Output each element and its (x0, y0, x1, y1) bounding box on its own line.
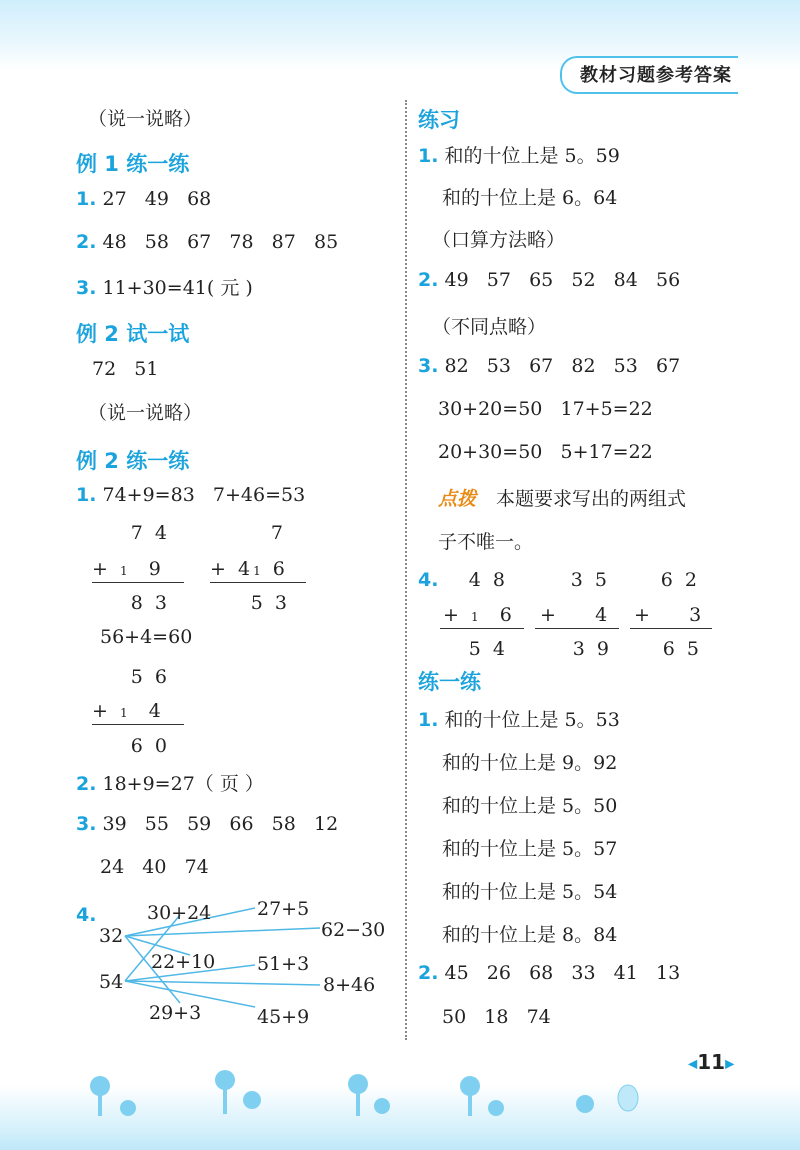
vcalc-result: 8 3 (130, 592, 170, 614)
item-number: 1. (76, 188, 97, 210)
answer-text: 11+30=41( 元 ) (102, 277, 253, 299)
vcalc-top: 6 2 (660, 569, 700, 591)
item-number: 1. (418, 709, 439, 731)
section-heading: 例 2 试一试 (76, 322, 190, 346)
bush-icon (374, 1098, 390, 1114)
answer-2 (76, 231, 338, 253)
answer-text: 45 26 68 33 41 13 (444, 962, 681, 984)
expr-node: 62−30 (321, 919, 386, 941)
section-heading: 例 2 练一练 (76, 449, 190, 473)
tree-trunk (356, 1092, 360, 1116)
plus-sign: + (443, 604, 471, 626)
item-number: 2. (76, 773, 97, 795)
note-text: （说一说略） (88, 108, 203, 130)
node-54: 54 (99, 971, 124, 993)
vcalc-result: 3 9 (572, 638, 612, 660)
vcalc-rule (210, 582, 306, 583)
match-line (125, 981, 320, 985)
vcalc-top: 3 5 (570, 569, 610, 591)
answer-text: 48 58 67 78 87 85 (102, 231, 339, 253)
item-number: 2. (418, 962, 439, 984)
footer-decoration (80, 1068, 700, 1128)
vcalc-result: 6 5 (662, 638, 702, 660)
answer-3 (76, 273, 253, 300)
item-number (76, 904, 96, 926)
answer-text: 72 51 (92, 358, 159, 380)
answer-c3 (418, 355, 680, 377)
answer-d2 (418, 962, 680, 984)
answer-text: 20+30=50 5+17=22 (438, 441, 653, 463)
item-number: 1. (76, 484, 97, 506)
right-arrow-icon: ▶ (725, 1056, 735, 1071)
bush-icon (243, 1091, 261, 1109)
item-number: 2. (76, 231, 97, 253)
plus-sign: + (634, 604, 662, 626)
tree-icon (460, 1076, 480, 1096)
note-text: （口算方法略） (432, 229, 566, 251)
addend-digit: 4 (595, 604, 611, 626)
plus-sign: + 4 (210, 558, 254, 580)
answer-text: 和的十位上是 6。64 (442, 187, 618, 209)
tip-text: 本题要求写出的两组式 (496, 488, 687, 510)
vcalc-addend (540, 604, 620, 626)
answer-text: 18+9=27（ 页 ） (102, 773, 264, 795)
tip-text: 子不唯一。 (438, 531, 534, 553)
vcalc-result: 6 0 (130, 735, 170, 757)
vcalc-top: 7 (270, 522, 286, 544)
vcalc-rule (535, 628, 619, 629)
addend-digit: 6 (499, 604, 515, 626)
answer-text: 49 57 65 52 84 56 (444, 269, 681, 291)
vcalc-rule (92, 582, 184, 583)
answer-d1 (418, 705, 620, 732)
vcalc-addend (443, 604, 523, 626)
vcalc-top: 5 6 (130, 666, 170, 688)
expr-node: 29+3 (149, 1002, 202, 1024)
vcalc-result: 5 4 (468, 638, 508, 660)
carry-digit: 1 (470, 610, 482, 624)
item-number-label: 4. (76, 904, 97, 926)
bear-icon (576, 1095, 594, 1113)
tip-label: 点拨 (438, 488, 477, 510)
expr-node: 22+10 (151, 951, 216, 973)
vcalc-top: 7 4 (130, 522, 170, 544)
tree-icon (90, 1076, 110, 1096)
answer-text: 和的十位上是 5。54 (442, 881, 618, 903)
addend-digit: 4 (148, 700, 164, 722)
matching-diagram (95, 895, 395, 1030)
tree-trunk (223, 1088, 227, 1114)
expr-node: 45+9 (257, 1006, 310, 1028)
answer-c1 (418, 141, 620, 168)
carry-digit: 1 (253, 564, 264, 578)
expr-node: 8+46 (323, 974, 376, 996)
column-divider (405, 100, 407, 1040)
page-number: 11 (697, 1050, 726, 1074)
tree-icon (215, 1070, 235, 1090)
item-number: 1. (418, 145, 439, 167)
addend-digit: 6 (272, 558, 288, 580)
plus-sign: + (92, 558, 120, 580)
answer-text: 56+4=60 (100, 626, 193, 648)
rabbit-icon (618, 1085, 638, 1111)
answer-text: 82 53 67 82 53 67 (444, 355, 681, 377)
answer-text: 和的十位上是 5。59 (444, 145, 620, 167)
item-number: 2. (418, 269, 439, 291)
vcalc-top: 4 8 (468, 569, 508, 591)
vcalc-addend (92, 558, 170, 580)
expr-node: 30+24 (147, 902, 212, 924)
answer-text: 24 40 74 (100, 856, 209, 878)
page-number-badge (688, 1050, 734, 1076)
answer-b2 (76, 769, 264, 796)
item-number: 3. (76, 277, 97, 299)
vcalc-addend (210, 558, 300, 580)
vcalc-addend (92, 700, 170, 722)
carry-digit: 1 (119, 706, 131, 720)
answer-text: 和的十位上是 5。50 (442, 795, 618, 817)
expr-node: 51+3 (257, 953, 310, 975)
answer-b1 (76, 484, 305, 506)
node-32: 32 (99, 925, 124, 947)
answer-c2 (418, 269, 680, 291)
item-number: 3. (418, 355, 439, 377)
answer-text: 39 55 59 66 58 12 (102, 813, 339, 835)
vcalc-rule (440, 628, 524, 629)
addend-digit: 3 (689, 604, 705, 626)
vcalc-rule (92, 724, 184, 725)
answer-text: 和的十位上是 5。57 (442, 838, 618, 860)
answer-text: 50 18 74 (442, 1006, 551, 1028)
tree-trunk (468, 1094, 472, 1116)
answer-text: 和的十位上是 5。53 (444, 709, 620, 731)
item-number (418, 569, 438, 591)
plus-sign: + (540, 604, 568, 626)
vcalc-rule (630, 628, 712, 629)
answer-text: 30+20=50 17+5=22 (438, 398, 653, 420)
tree-trunk (98, 1094, 102, 1116)
expr-node: 27+5 (257, 898, 310, 920)
note-text: （不同点略） (432, 316, 547, 338)
vcalc-addend (634, 604, 714, 626)
bush-icon (120, 1100, 136, 1116)
vcalc-result: 5 3 (250, 592, 290, 614)
item-number: 3. (76, 813, 97, 835)
section-heading: 练一练 (418, 670, 481, 694)
section-heading: 例 1 练一练 (76, 152, 190, 176)
item-number-label: 4. (418, 569, 439, 591)
answer-1 (76, 188, 211, 210)
answer-text: 和的十位上是 9。92 (442, 752, 618, 774)
answer-text: 27 49 68 (102, 188, 212, 210)
bush-icon (488, 1100, 504, 1116)
left-arrow-icon: ◀ (688, 1056, 698, 1071)
answer-text: 74+9=83 7+46=53 (102, 484, 306, 506)
answer-b3 (76, 813, 338, 835)
plus-sign: + (92, 700, 120, 722)
section-heading: 练习 (418, 108, 460, 132)
header-title: 教材习题参考答案 (580, 65, 732, 86)
answer-text: 和的十位上是 8。84 (442, 924, 618, 946)
tree-icon (348, 1074, 368, 1094)
carry-digit: 1 (119, 564, 131, 578)
addend-digit: 9 (148, 558, 164, 580)
note-text: （说一说略） (88, 402, 203, 424)
